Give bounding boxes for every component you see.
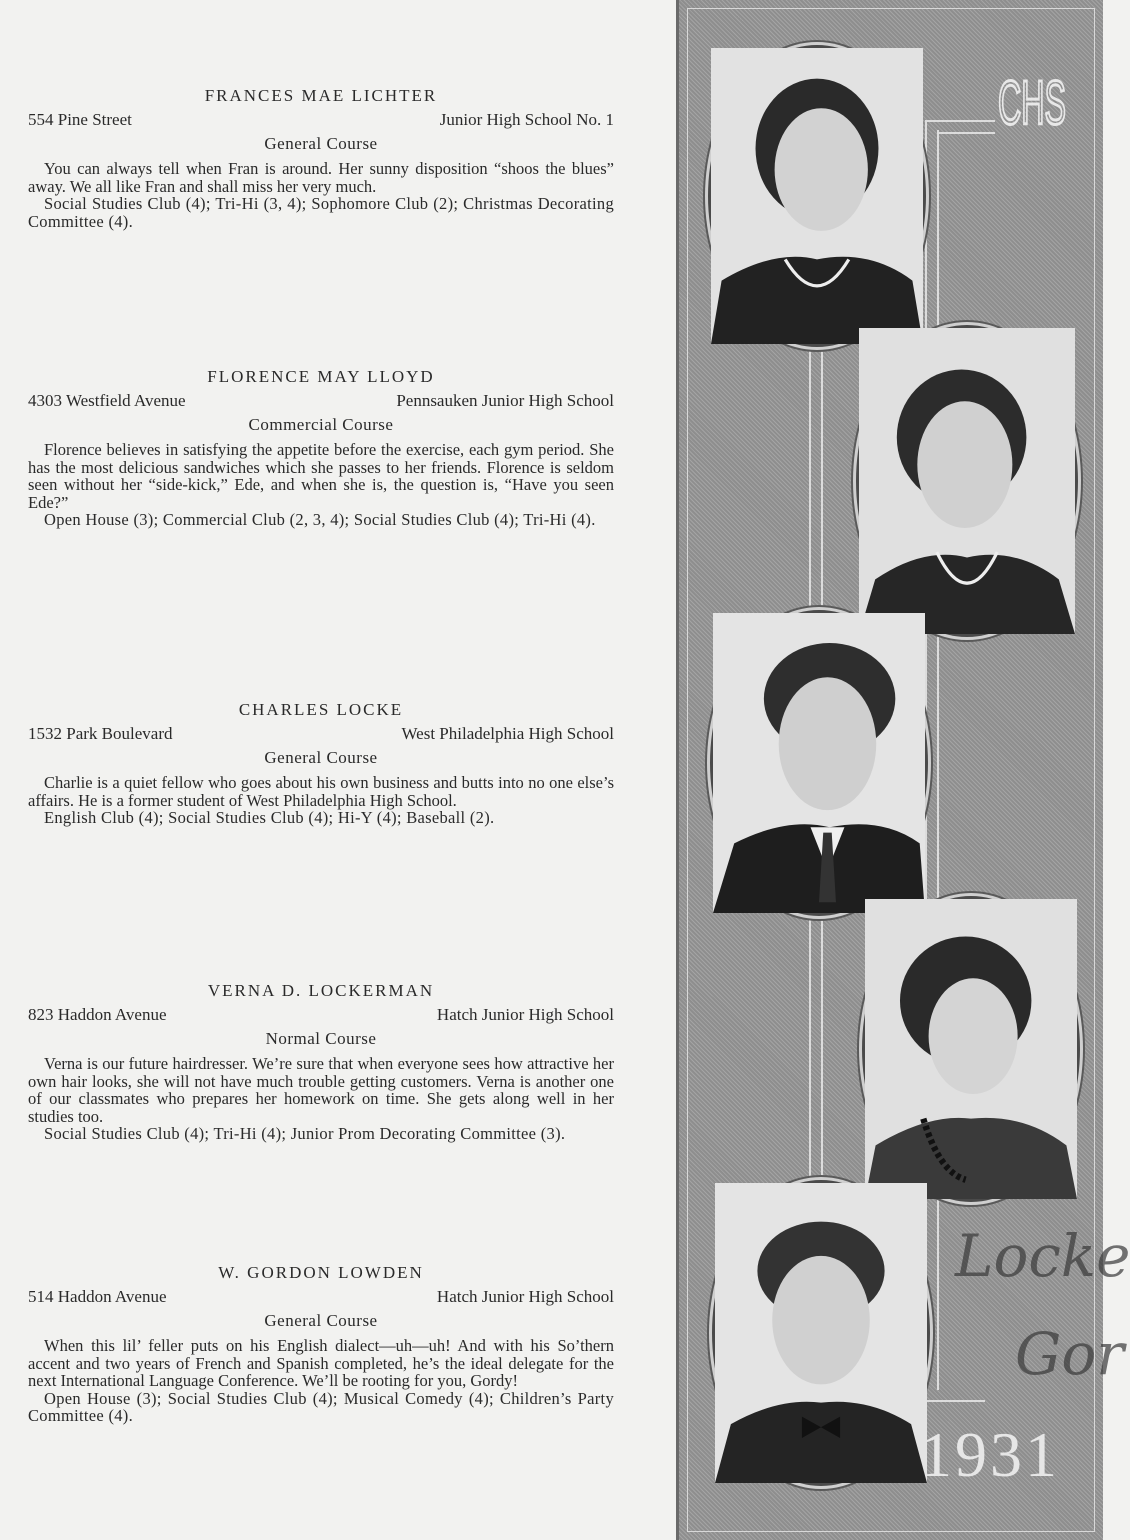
previous-school: Hatch Junior High School	[436, 1287, 614, 1306]
portrait-lichter	[708, 45, 926, 347]
previous-school: Pennsauken Junior High School	[396, 391, 614, 410]
student-description: Charlie is a quiet fellow who goes about his own business and butts into no one else’s affairs. He is a former student of West Philadelphia High School.	[28, 773, 614, 810]
previous-school: Junior High School No. 1	[439, 110, 614, 129]
chs-logo	[996, 46, 1068, 146]
student-activities: Social Studies Club (4); Tri-Hi (3, 4); Sophomore Club (2); Christmas Decorating Committee (4).	[28, 194, 614, 231]
student-entry-lowden	[28, 1263, 614, 1425]
student-description: When this lil’ feller puts on his English dialect—uh—uh! And with his So’thern accent and two years of French and Spanish completed, he’s the ideal delegate for the next International Language Conference. We’ll be rooting for you, Gordy!	[28, 1336, 614, 1390]
student-activities: English Club (4); Social Studies Club (4); Hi-Y (4); Baseball (2).	[44, 808, 495, 827]
student-description: Florence believes in satisfying the appetite before the exercise, each gym period. She has the most delicious sandwiches which she passes to her friends. Florence is seldom seen without her “side-kick,” Ede, and when she is, the question is, “Have you seen Ede?”	[28, 440, 614, 512]
portrait-photo	[715, 1183, 927, 1483]
student-activities: Open House (3); Social Studies Club (4); Musical Comedy (4); Children’s Party Committee (4).	[28, 1388, 614, 1425]
student-activities: Social Studies Club (4); Tri-Hi (4); Junior Prom Decorating Committee (3).	[44, 1124, 566, 1143]
student-activities: Open House (3); Commercial Club (2, 3, 4); Social Studies Club (4); Tri-Hi (4).	[44, 510, 596, 529]
address-row	[28, 724, 614, 744]
frame-line	[925, 120, 995, 122]
portrait-photo	[859, 328, 1075, 634]
portrait-locke	[710, 610, 928, 916]
svg-text:CHS: CHS	[998, 69, 1066, 138]
address-row	[28, 1287, 614, 1307]
portrait-lowden	[712, 1180, 930, 1486]
course-name: General Course	[264, 748, 378, 767]
student-description: You can always tell when Fran is around. Her sunny disposition “shoos the blues” away. We all like Fran and shall miss her very much.	[28, 159, 614, 196]
portrait-photo	[711, 48, 923, 344]
student-entry-lichter	[28, 86, 614, 230]
student-name: VERNA D. LOCKERMAN	[207, 981, 435, 1000]
frame-line	[937, 132, 995, 134]
student-name: W. GORDON LOWDEN	[218, 1263, 424, 1282]
student-description: Verna is our future hairdresser. We’re sure that when everyone sees how attractive her own hair looks, she will not have much trouble getting customers. Verna is another one of our classmates who prepares her homework on time. She gets along well in her studies too.	[28, 1054, 614, 1126]
student-address: 554 Pine Street	[28, 110, 132, 129]
handwritten-note: Gor	[1015, 1320, 1124, 1388]
student-entry-locke	[28, 700, 614, 827]
address-row	[28, 1005, 614, 1025]
address-row	[28, 110, 614, 130]
student-address: 1532 Park Boulevard	[28, 724, 173, 743]
year-label: 1931	[920, 1419, 1060, 1490]
portrait-lockerman	[862, 896, 1080, 1202]
frame-line	[925, 1400, 985, 1402]
student-address: 514 Haddon Avenue	[28, 1287, 167, 1306]
previous-school: Hatch Junior High School	[436, 1005, 614, 1024]
handwritten-note: Locke	[955, 1222, 1130, 1290]
student-entry-lloyd	[28, 367, 614, 529]
previous-school: West Philadelphia High School	[401, 724, 614, 743]
student-address: 823 Haddon Avenue	[28, 1005, 167, 1024]
frame-line	[937, 130, 939, 1390]
student-address: 4303 Westfield Avenue	[28, 391, 186, 410]
student-name: FLORENCE MAY LLOYD	[207, 367, 435, 386]
portrait-photo	[865, 899, 1077, 1199]
course-name: Normal Course	[265, 1029, 377, 1048]
student-name: FRANCES MAE LICHTER	[204, 86, 438, 105]
student-entry-lockerman	[28, 981, 614, 1143]
student-name: CHARLES LOCKE	[238, 700, 404, 719]
portrait-photo	[713, 613, 925, 913]
course-name: General Course	[264, 1311, 378, 1330]
portrait-lloyd	[856, 325, 1078, 637]
course-name: General Course	[264, 134, 378, 153]
course-name: Commercial Course	[248, 415, 394, 434]
address-row	[28, 391, 614, 411]
